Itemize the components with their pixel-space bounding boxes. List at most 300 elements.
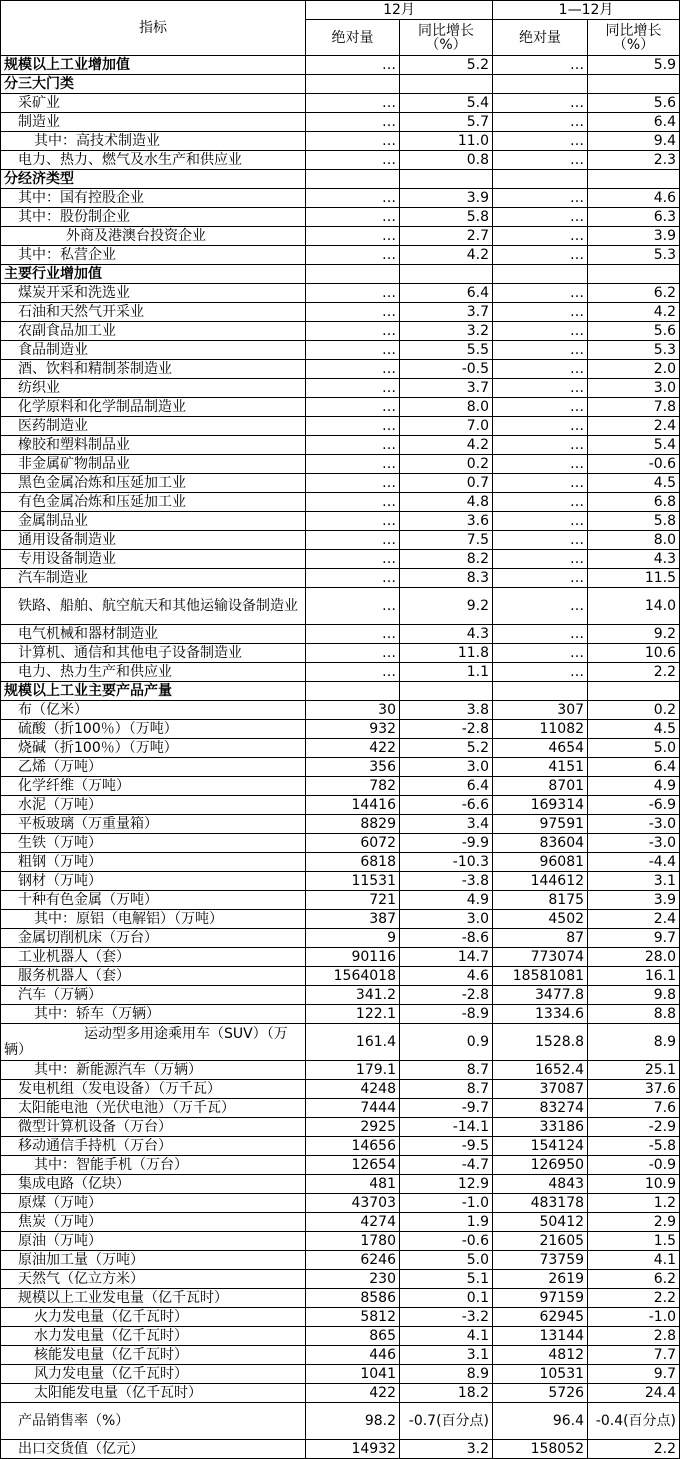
- cell-a2: 2619: [493, 1270, 588, 1289]
- row-indicator-name: 布（亿米）: [1, 701, 306, 720]
- table-row: [1, 113, 680, 132]
- row-indicator-name: 其中：新能源汽车（万辆）: [1, 1061, 306, 1080]
- cell-g1: 8.3: [400, 569, 493, 588]
- table-row: [1, 303, 680, 322]
- cell-a2: [493, 682, 588, 701]
- table-row: [1, 1024, 680, 1061]
- table-row: [1, 56, 680, 75]
- cell-a2: 8175: [493, 891, 588, 910]
- row-indicator-name: 水泥（万吨）: [1, 796, 306, 815]
- cell-g2: 2.2: [588, 1289, 680, 1308]
- cell-g2: 3.0: [588, 379, 680, 398]
- table-row: [1, 398, 680, 417]
- cell-a1: …: [306, 663, 400, 682]
- cell-a2: 10531: [493, 1365, 588, 1384]
- row-indicator-name: 运动型多用途乘用车（SUV）（万辆）: [1, 1024, 306, 1061]
- cell-a1: 14656: [306, 1137, 400, 1156]
- cell-a2: 4843: [493, 1175, 588, 1194]
- cell-a1: 341.2: [306, 986, 400, 1005]
- cell-a1: 12654: [306, 1156, 400, 1175]
- cell-a2: …: [493, 644, 588, 663]
- cell-a1: …: [306, 436, 400, 455]
- cell-a1: 422: [306, 739, 400, 758]
- row-indicator-name: 原油加工量（万吨）: [1, 1251, 306, 1270]
- table-row: [1, 493, 680, 512]
- cell-g1: 3.9: [400, 189, 493, 208]
- row-indicator-name: 原油（万吨）: [1, 1232, 306, 1251]
- cell-g2: 5.3: [588, 341, 680, 360]
- row-indicator-name: 火力发电量（亿千瓦时）: [1, 1308, 306, 1327]
- row-indicator-name: 酒、饮料和精制茶制造业: [1, 360, 306, 379]
- row-indicator-name: 硫酸（折100％）（万吨）: [1, 720, 306, 739]
- cell-a1: 481: [306, 1175, 400, 1194]
- cell-g1: -2.8: [400, 720, 493, 739]
- cell-g2: -0.9: [588, 1156, 680, 1175]
- table-row: [1, 853, 680, 872]
- cell-g2: 4.2: [588, 303, 680, 322]
- cell-a1: …: [306, 189, 400, 208]
- cell-a1: 11531: [306, 872, 400, 891]
- cell-a1: …: [306, 227, 400, 246]
- cell-a2: 1334.6: [493, 1005, 588, 1024]
- cell-g1: -8.9: [400, 1005, 493, 1024]
- cell-g2: 24.4: [588, 1384, 680, 1403]
- cell-g2: -0.6: [588, 455, 680, 474]
- cell-g1: -0.5: [400, 360, 493, 379]
- cell-g1: -3.8: [400, 872, 493, 891]
- row-indicator-name: 钢材（万吨）: [1, 872, 306, 891]
- cell-g2: 2.8: [588, 1327, 680, 1346]
- table-row: [1, 284, 680, 303]
- cell-g2: [588, 75, 680, 94]
- cell-g1: 6.4: [400, 777, 493, 796]
- table-row: [1, 1403, 680, 1440]
- cell-a2: …: [493, 303, 588, 322]
- cell-g2: 9.7: [588, 1365, 680, 1384]
- cell-a2: …: [493, 493, 588, 512]
- table-row: [1, 758, 680, 777]
- cell-g1: 4.2: [400, 246, 493, 265]
- row-indicator-name: 计算机、通信和其他电子设备制造业: [1, 644, 306, 663]
- table-row: [1, 474, 680, 493]
- cell-a1: [306, 682, 400, 701]
- cell-a1: …: [306, 417, 400, 436]
- cell-a2: …: [493, 113, 588, 132]
- cell-g1: 8.0: [400, 398, 493, 417]
- cell-a1: 230: [306, 1270, 400, 1289]
- row-indicator-name: 发电机组（发电设备）（万千瓦）: [1, 1080, 306, 1099]
- cell-g2: 6.8: [588, 493, 680, 512]
- row-indicator-name: 医药制造业: [1, 417, 306, 436]
- cell-a2: …: [493, 189, 588, 208]
- cell-g1: 4.9: [400, 891, 493, 910]
- cell-g1: 5.1: [400, 1270, 493, 1289]
- header-ytd: 1—12月: [493, 1, 680, 20]
- cell-g1: [400, 170, 493, 189]
- cell-g2: 8.8: [588, 1005, 680, 1024]
- cell-g1: 5.7: [400, 113, 493, 132]
- row-indicator-name: 外商及港澳台投资企业: [1, 227, 306, 246]
- cell-a1: …: [306, 360, 400, 379]
- row-indicator-name: 移动通信手持机（万台）: [1, 1137, 306, 1156]
- cell-a1: 43703: [306, 1194, 400, 1213]
- cell-g2: 5.0: [588, 739, 680, 758]
- row-indicator-name: 食品制造业: [1, 341, 306, 360]
- cell-a1: 422: [306, 1384, 400, 1403]
- table-row: [1, 1213, 680, 1232]
- cell-g1: 6.4: [400, 284, 493, 303]
- cell-g2: 6.2: [588, 1270, 680, 1289]
- cell-g2: -5.8: [588, 1137, 680, 1156]
- cell-g2: 2.0: [588, 360, 680, 379]
- row-indicator-name: 电力、热力、燃气及水生产和供应业: [1, 151, 306, 170]
- cell-a1: …: [306, 132, 400, 151]
- cell-a2: 483178: [493, 1194, 588, 1213]
- cell-a2: 4812: [493, 1346, 588, 1365]
- cell-a1: …: [306, 284, 400, 303]
- cell-a2: 97159: [493, 1289, 588, 1308]
- row-indicator-name: 其中：股份制企业: [1, 208, 306, 227]
- table-row: [1, 588, 680, 625]
- row-indicator-name: 焦炭（万吨）: [1, 1213, 306, 1232]
- cell-a1: …: [306, 588, 400, 625]
- cell-a2: 96081: [493, 853, 588, 872]
- row-indicator-name: 汽车制造业: [1, 569, 306, 588]
- table-row: [1, 739, 680, 758]
- cell-a1: [306, 75, 400, 94]
- table-row: [1, 720, 680, 739]
- table-row: [1, 227, 680, 246]
- cell-a2: …: [493, 663, 588, 682]
- row-indicator-name: 十种有色金属（万吨）: [1, 891, 306, 910]
- table-row: [1, 701, 680, 720]
- cell-g2: 0.2: [588, 701, 680, 720]
- row-indicator-name: 金属切削机床（万台）: [1, 929, 306, 948]
- row-indicator-name: 通用设备制造业: [1, 531, 306, 550]
- cell-a1: …: [306, 644, 400, 663]
- cell-g2: 4.6: [588, 189, 680, 208]
- row-indicator-name: 原煤（万吨）: [1, 1194, 306, 1213]
- table-row: [1, 777, 680, 796]
- cell-g2: 6.4: [588, 113, 680, 132]
- cell-g1: 14.7: [400, 948, 493, 967]
- row-indicator-name: 农副食品加工业: [1, 322, 306, 341]
- cell-g1: -10.3: [400, 853, 493, 872]
- cell-g2: 3.9: [588, 227, 680, 246]
- row-indicator-name: 微型计算机设备（万台）: [1, 1118, 306, 1137]
- cell-a2: 307: [493, 701, 588, 720]
- cell-g2: 16.1: [588, 967, 680, 986]
- cell-g2: 6.2: [588, 284, 680, 303]
- table-row: [1, 75, 680, 94]
- cell-a2: …: [493, 398, 588, 417]
- cell-g2: 11.5: [588, 569, 680, 588]
- cell-a1: 4274: [306, 1213, 400, 1232]
- table-row: [1, 1194, 680, 1213]
- row-indicator-name: 化学纤维（万吨）: [1, 777, 306, 796]
- cell-g1: -1.0: [400, 1194, 493, 1213]
- cell-g2: 9.7: [588, 929, 680, 948]
- cell-g1: 4.2: [400, 436, 493, 455]
- cell-g1: 4.3: [400, 625, 493, 644]
- row-indicator-name: 其中：国有控股企业: [1, 189, 306, 208]
- cell-g2: 10.9: [588, 1175, 680, 1194]
- cell-g2: 2.3: [588, 151, 680, 170]
- cell-a1: …: [306, 94, 400, 113]
- cell-g1: 5.2: [400, 56, 493, 75]
- cell-a2: 1652.4: [493, 1061, 588, 1080]
- cell-g2: 5.4: [588, 436, 680, 455]
- table-row: [1, 1061, 680, 1080]
- row-indicator-name: 主要行业增加值: [1, 265, 306, 284]
- cell-a2: 33186: [493, 1118, 588, 1137]
- cell-a2: …: [493, 94, 588, 113]
- table-row: [1, 189, 680, 208]
- cell-g1: 9.2: [400, 588, 493, 625]
- cell-a1: [306, 265, 400, 284]
- table-row: [1, 1346, 680, 1365]
- cell-g1: 4.1: [400, 1327, 493, 1346]
- cell-a1: 932: [306, 720, 400, 739]
- row-indicator-name: 其中：私营企业: [1, 246, 306, 265]
- cell-g1: -14.1: [400, 1118, 493, 1137]
- table-row: [1, 986, 680, 1005]
- cell-a2: 4151: [493, 758, 588, 777]
- cell-a1: …: [306, 379, 400, 398]
- table-row: [1, 322, 680, 341]
- cell-a2: [493, 75, 588, 94]
- cell-g1: 4.8: [400, 493, 493, 512]
- table-row: [1, 644, 680, 663]
- table-row: [1, 929, 680, 948]
- cell-g2: 3.9: [588, 891, 680, 910]
- cell-a2: 83604: [493, 834, 588, 853]
- cell-g1: 5.4: [400, 94, 493, 113]
- cell-a1: 4248: [306, 1080, 400, 1099]
- cell-g1: -9.9: [400, 834, 493, 853]
- cell-g2: 1.2: [588, 1194, 680, 1213]
- cell-g1: 3.0: [400, 910, 493, 929]
- row-indicator-name: 产品销售率（%）: [1, 1403, 306, 1440]
- row-indicator-name: 粗钢（万吨）: [1, 853, 306, 872]
- cell-a1: 1564018: [306, 967, 400, 986]
- table-row: [1, 1156, 680, 1175]
- table-row: [1, 1365, 680, 1384]
- table-row: [1, 1384, 680, 1403]
- cell-g1: 1.1: [400, 663, 493, 682]
- table-row: [1, 1175, 680, 1194]
- cell-g2: 5.8: [588, 512, 680, 531]
- cell-a2: [493, 170, 588, 189]
- cell-a1: …: [306, 398, 400, 417]
- cell-a2: 3477.8: [493, 986, 588, 1005]
- table-row: [1, 1099, 680, 1118]
- cell-g2: 7.8: [588, 398, 680, 417]
- row-indicator-name: 金属制品业: [1, 512, 306, 531]
- cell-g1: -9.7: [400, 1099, 493, 1118]
- cell-g2: [588, 682, 680, 701]
- cell-g1: -6.6: [400, 796, 493, 815]
- cell-a2: …: [493, 56, 588, 75]
- row-indicator-name: 其中：高技术制造业: [1, 132, 306, 151]
- row-indicator-name: 出口交货值（亿元）: [1, 1440, 306, 1459]
- row-indicator-name: 核能发电量（亿千瓦时）: [1, 1346, 306, 1365]
- row-indicator-name: 有色金属冶炼和压延加工业: [1, 493, 306, 512]
- cell-g1: 3.1: [400, 1346, 493, 1365]
- cell-a1: …: [306, 208, 400, 227]
- table-body: [1, 56, 680, 1459]
- cell-g1: 5.0: [400, 1251, 493, 1270]
- cell-a2: …: [493, 625, 588, 644]
- table-row: [1, 891, 680, 910]
- cell-a2: 144612: [493, 872, 588, 891]
- cell-g2: 2.2: [588, 1440, 680, 1459]
- cell-a2: …: [493, 360, 588, 379]
- cell-g1: -0.7(百分点): [400, 1403, 493, 1440]
- cell-g1: -8.6: [400, 929, 493, 948]
- cell-a2: 4654: [493, 739, 588, 758]
- table-row: [1, 1137, 680, 1156]
- cell-g1: 3.2: [400, 322, 493, 341]
- cell-a2: 169314: [493, 796, 588, 815]
- cell-g1: 4.6: [400, 967, 493, 986]
- cell-g2: 2.2: [588, 663, 680, 682]
- cell-g1: -4.7: [400, 1156, 493, 1175]
- cell-a2: 4502: [493, 910, 588, 929]
- table-row: [1, 417, 680, 436]
- cell-g1: 3.7: [400, 379, 493, 398]
- row-indicator-name: 其中：轿车（万辆）: [1, 1005, 306, 1024]
- header-growth-ytd: 同比增长 （%）: [588, 20, 680, 56]
- cell-a2: …: [493, 246, 588, 265]
- cell-a2: …: [493, 436, 588, 455]
- row-indicator-name: 太阳能发电量（亿千瓦时）: [1, 1384, 306, 1403]
- cell-g2: 5.9: [588, 56, 680, 75]
- cell-g1: -2.8: [400, 986, 493, 1005]
- cell-g1: 3.8: [400, 701, 493, 720]
- cell-a1: 721: [306, 891, 400, 910]
- table-row: [1, 1308, 680, 1327]
- cell-a2: 83274: [493, 1099, 588, 1118]
- row-indicator-name: 铁路、船舶、航空航天和其他运输设备制造业: [1, 588, 306, 625]
- cell-g2: 2.9: [588, 1213, 680, 1232]
- cell-a1: …: [306, 531, 400, 550]
- table-row: [1, 341, 680, 360]
- cell-a2: 1528.8: [493, 1024, 588, 1061]
- cell-a2: 8701: [493, 777, 588, 796]
- row-indicator-name: 石油和天然气开采业: [1, 303, 306, 322]
- cell-g2: 5.3: [588, 246, 680, 265]
- row-indicator-name: 化学原料和化学制品制造业: [1, 398, 306, 417]
- cell-a2: …: [493, 512, 588, 531]
- cell-g1: 11.0: [400, 132, 493, 151]
- cell-g1: 8.9: [400, 1365, 493, 1384]
- cell-a1: …: [306, 493, 400, 512]
- table-row: [1, 1251, 680, 1270]
- cell-a1: 356: [306, 758, 400, 777]
- table-row: [1, 834, 680, 853]
- cell-a2: …: [493, 284, 588, 303]
- table-row: [1, 967, 680, 986]
- table-row: [1, 948, 680, 967]
- header-growth-month: 同比增长 （%）: [400, 20, 493, 56]
- row-indicator-name: 分三大门类: [1, 75, 306, 94]
- header-indicator: 指标: [1, 1, 306, 56]
- cell-g1: 1.9: [400, 1213, 493, 1232]
- cell-g2: 9.2: [588, 625, 680, 644]
- row-indicator-name: 水力发电量（亿千瓦时）: [1, 1327, 306, 1346]
- cell-a1: 7444: [306, 1099, 400, 1118]
- table-row: [1, 663, 680, 682]
- table-row: [1, 132, 680, 151]
- row-indicator-name: 橡胶和塑料制品业: [1, 436, 306, 455]
- cell-a1: …: [306, 56, 400, 75]
- cell-a2: …: [493, 588, 588, 625]
- cell-g1: 0.7: [400, 474, 493, 493]
- table-row: [1, 550, 680, 569]
- cell-a1: 90116: [306, 948, 400, 967]
- cell-a1: 6246: [306, 1251, 400, 1270]
- row-indicator-name: 规模以上工业发电量（亿千瓦时）: [1, 1289, 306, 1308]
- cell-a1: 179.1: [306, 1061, 400, 1080]
- row-indicator-name: 电气机械和器材制造业: [1, 625, 306, 644]
- cell-a2: …: [493, 227, 588, 246]
- table-row: [1, 1289, 680, 1308]
- cell-a1: 9: [306, 929, 400, 948]
- table-row: [1, 682, 680, 701]
- cell-a2: 21605: [493, 1232, 588, 1251]
- row-indicator-name: 汽车（万辆）: [1, 986, 306, 1005]
- cell-g2: 6.3: [588, 208, 680, 227]
- table-row: [1, 625, 680, 644]
- cell-a2: 73759: [493, 1251, 588, 1270]
- cell-g2: 4.9: [588, 777, 680, 796]
- cell-g2: [588, 170, 680, 189]
- row-indicator-name: 烧碱（折100％）（万吨）: [1, 739, 306, 758]
- row-indicator-name: 规模以上工业主要产品产量: [1, 682, 306, 701]
- header-month: 12月: [306, 1, 493, 20]
- cell-a2: 50412: [493, 1213, 588, 1232]
- cell-g2: 9.4: [588, 132, 680, 151]
- cell-g1: [400, 75, 493, 94]
- cell-g1: 3.4: [400, 815, 493, 834]
- table-row: [1, 569, 680, 588]
- cell-g1: 5.5: [400, 341, 493, 360]
- cell-g2: -6.9: [588, 796, 680, 815]
- cell-g2: -4.4: [588, 853, 680, 872]
- cell-g2: -2.9: [588, 1118, 680, 1137]
- cell-a1: 122.1: [306, 1005, 400, 1024]
- cell-g1: 12.9: [400, 1175, 493, 1194]
- row-indicator-name: 风力发电量（亿千瓦时）: [1, 1365, 306, 1384]
- cell-g2: 5.6: [588, 322, 680, 341]
- cell-g2: 7.6: [588, 1099, 680, 1118]
- table-row: [1, 1232, 680, 1251]
- cell-g2: 25.1: [588, 1061, 680, 1080]
- cell-g2: -0.4(百分点): [588, 1403, 680, 1440]
- cell-a2: …: [493, 455, 588, 474]
- cell-a1: …: [306, 625, 400, 644]
- cell-g1: 5.8: [400, 208, 493, 227]
- cell-a1: 161.4: [306, 1024, 400, 1061]
- cell-a2: …: [493, 341, 588, 360]
- table-row: [1, 815, 680, 834]
- cell-a2: 154124: [493, 1137, 588, 1156]
- table-row: [1, 1080, 680, 1099]
- cell-g2: 4.5: [588, 474, 680, 493]
- cell-a2: 97591: [493, 815, 588, 834]
- cell-g2: 8.9: [588, 1024, 680, 1061]
